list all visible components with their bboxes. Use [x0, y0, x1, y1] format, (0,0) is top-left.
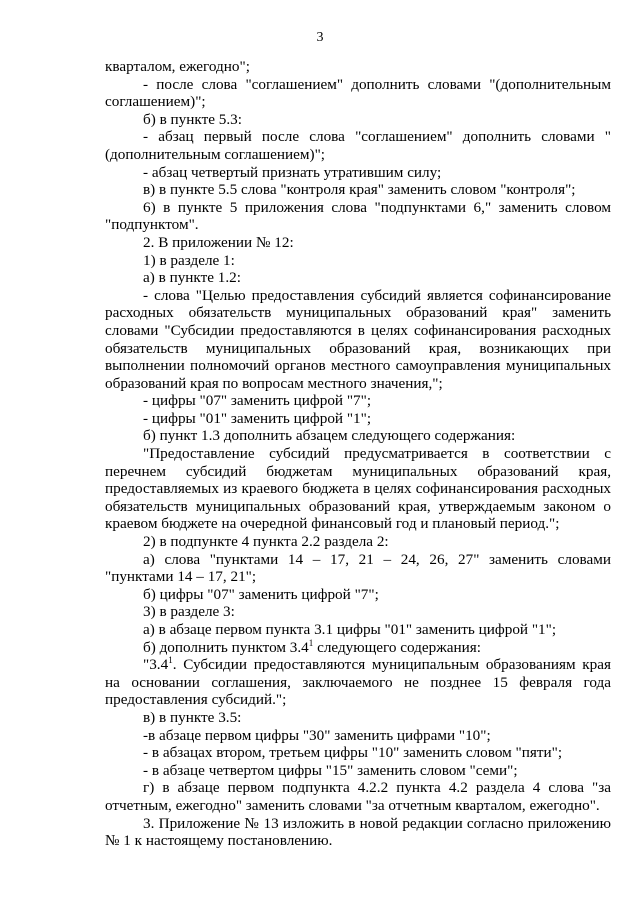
paragraph: - в абзацах втором, третьем цифры "10" заменить словом "пяти"; — [143, 744, 563, 762]
paragraph: а) слова "пунктами 14 – 17, 21 – 24, 26, 27" заменить словами "пунктами 14 – 17, 21"; — [105, 550, 611, 586]
paragraph: - после слова "соглашением" дополнить словами "(дополнительным соглашением)"; — [105, 75, 611, 111]
paragraph — [105, 639, 611, 657]
paragraph: кварталом, ежегодно"; — [105, 58, 250, 75]
paragraph: а) в абзаце первом пункта 3.1 цифры "01" заменить цифрой "1"; — [143, 621, 557, 638]
paragraph: 3. Приложение № 13 изложить в новой редакции согласно приложению № 1 к настоящему постановлению. — [105, 814, 611, 850]
paragraph: - абзац первый после слова "соглашением" дополнить словами "(дополнительным соглашением)"; — [105, 128, 611, 163]
paragraph: а) в пункте 1.2: — [143, 269, 241, 287]
paragraph: 3) в разделе 3: — [143, 603, 235, 621]
document-body — [105, 58, 611, 850]
paragraph: - в абзаце четвертом цифры "15" заменить словом "семи"; — [143, 761, 518, 779]
paragraph: в) в пункте 5.5 слова "контроля края" заменить словом "контроля"; — [143, 181, 576, 199]
paragraph: - цифры "07" заменить цифрой "7"; — [143, 392, 372, 410]
paragraph: б) цифры "07" заменить цифрой "7"; — [143, 585, 379, 603]
paragraph: б) пункт 1.3 дополнить абзацем следующего содержания: — [143, 427, 516, 445]
paragraph: 2. В приложении № 12: — [143, 233, 294, 251]
text-fragment: б) дополнить пунктом 3.4 — [143, 638, 309, 656]
paragraph: - слова "Целью предоставления субсидий является софинансирование расходных обязательств муниципальных образований края" заменить словами "Субсидии предоставляются в целях софинансирования расходных обязательств муниципальных образований края, возникающих при выполнении полномочий органов местного самоуправления муниципальных образований края по вопросам местного значения,"; — [105, 286, 611, 392]
paragraph: -в абзаце первом цифры "30" заменить цифрами "10"; — [143, 726, 491, 744]
paragraph: г) в абзаце первом подпункта 4.2.2 пункта 4.2 раздела 4 слова "за отчетным, ежегодно" заменить словами "за отчетным кварталом, ежегодно". — [105, 779, 611, 814]
paragraph: 2) в подпункте 4 пункта 2.2 раздела 2: — [143, 533, 389, 551]
text-fragment: следующего содержания: — [313, 638, 481, 656]
superscript: 1 — [168, 655, 173, 666]
page-number: 3 — [316, 30, 324, 45]
text-fragment: . Субсидии предоставляются муниципальным образованиям края на основании соглашения, заключаемого не позднее 15 февраля года предоставления субсидий."; — [105, 656, 611, 709]
paragraph: б) в пункте 5.3: — [143, 110, 242, 128]
paragraph: 6) в пункте 5 приложения слова "подпунктами 6," заменить словом "подпунктом". — [105, 198, 611, 234]
paragraph: - цифры "01" заменить цифрой "1"; — [143, 409, 372, 427]
text-fragment: "3.4 — [143, 656, 169, 674]
paragraph: "Предоставление субсидий предусматривается в соответствии с перечнем субсидий бюджетам муниципальных образований края, предоставляемых из краевого бюджета в целях софинансирования расходных обязательств муниципальных образований края, утверждаемым законом о краевом бюджете на очередной финансовый год и плановый период."; — [105, 445, 611, 533]
superscript: 1 — [308, 637, 314, 648]
paragraph — [105, 656, 611, 709]
paragraph: в) в пункте 3.5: — [143, 708, 242, 726]
paragraph: 1) в разделе 1: — [143, 251, 235, 269]
paragraph: - абзац четвертый признать утратившим силу; — [143, 163, 442, 181]
